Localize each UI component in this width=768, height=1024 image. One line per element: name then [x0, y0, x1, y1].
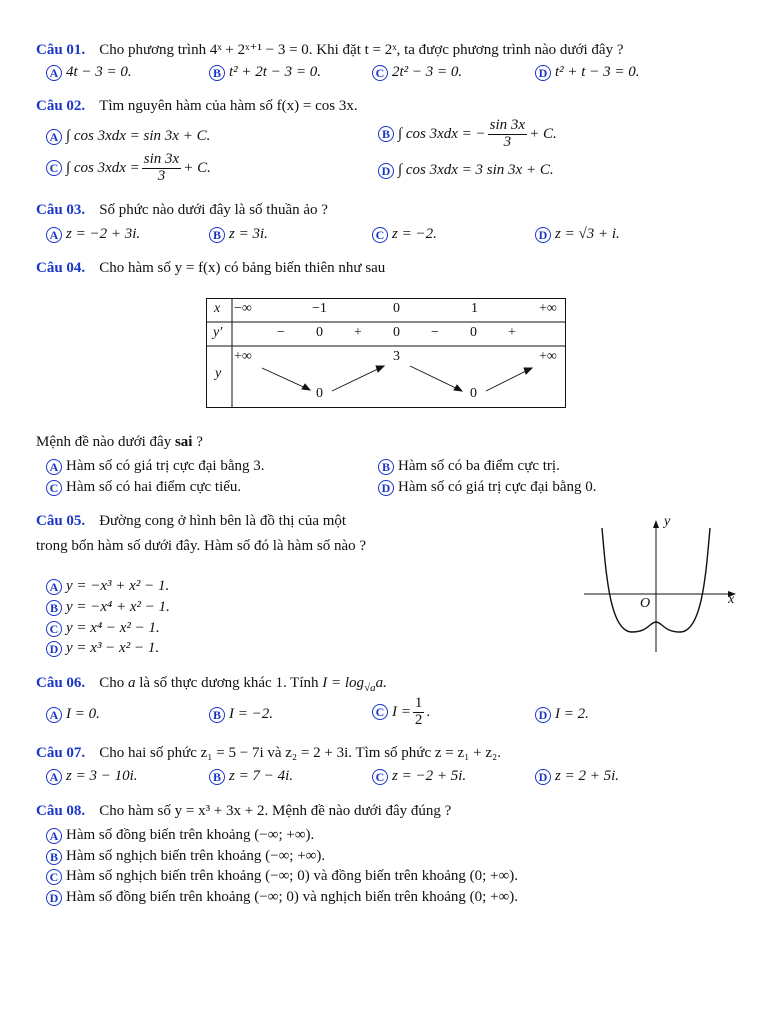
q6-option-b[interactable] — [209, 706, 273, 723]
choice-letter-d: D — [535, 769, 551, 785]
table-y-label: y — [215, 366, 222, 381]
question-text: Cho hàm số y = f(x) có bảng biến thiên như sau — [99, 260, 386, 276]
choice-letter-d: D — [46, 641, 62, 657]
option-text: ∫ cos 3xdx = — [66, 159, 140, 176]
table-yprime-sign: + — [508, 325, 516, 340]
choice-letter-b: B — [209, 65, 225, 81]
question-text: Cho hai số phức z₁ = 5 − 7i và z₂ = 2 + 3i. Tìm số phức z = z₁ + z₂. — [99, 745, 501, 761]
q1-option-a[interactable] — [46, 64, 132, 81]
table-yprime-label: y′ — [213, 325, 223, 340]
question-label: Câu 07. — [36, 745, 86, 761]
q3-option-c[interactable] — [372, 226, 437, 243]
table-x-value: 0 — [393, 301, 400, 316]
q3-option-b[interactable] — [209, 226, 268, 243]
option-text: . — [426, 703, 431, 720]
q3-option-d[interactable] — [535, 226, 620, 243]
option-text: y = −x³ + x² − 1. — [66, 578, 170, 594]
variation-table-grid — [206, 298, 566, 408]
choice-letter-d: D — [535, 707, 551, 723]
fraction-denominator: 3 — [157, 167, 166, 184]
q1-option-d[interactable] — [535, 64, 639, 81]
choice-letter-a: A — [46, 707, 62, 723]
q4-prompt — [36, 434, 203, 451]
question-text: Cho hàm số y = x³ + 3x + 2. Mệnh đề nào dưới đây đúng ? — [99, 803, 452, 819]
q4-option-d[interactable] — [378, 479, 597, 496]
prompt-text: Mệnh đề nào dưới đây — [36, 434, 172, 450]
choice-letter-b: B — [46, 600, 62, 616]
fraction-denominator: 3 — [503, 133, 512, 150]
question-label: Câu 01. — [36, 42, 86, 58]
q3-option-a[interactable] — [46, 226, 140, 243]
q5-option-a[interactable] — [46, 578, 169, 595]
question-formula: a. — [375, 675, 387, 691]
choice-letter-a: A — [46, 579, 62, 595]
option-text: z = −2 + 3i. — [66, 226, 141, 242]
choice-letter-d: D — [535, 227, 551, 243]
q2-option-a[interactable] — [46, 128, 210, 145]
question-text: Số phức nào dưới đây là số thuần ảo ? — [99, 202, 328, 218]
question-7 — [36, 745, 501, 762]
option-text: Hàm số nghịch biến trên khoảng (−∞; +∞). — [66, 848, 326, 864]
question-text: Cho phương trình 4ˣ + 2ˣ⁺¹ − 3 = 0. Khi đặt t = 2ˣ, ta được phương trình nào dưới đây ? — [99, 42, 624, 58]
choice-letter-d: D — [378, 480, 394, 496]
q7-option-d[interactable] — [535, 768, 619, 785]
table-x-label: x — [214, 301, 221, 316]
choice-letter-c: C — [372, 65, 388, 81]
prompt-emphasis: sai — [174, 434, 193, 450]
q7-option-a[interactable] — [46, 768, 138, 785]
choice-letter-b: B — [378, 459, 394, 475]
q2-option-c[interactable] — [46, 152, 211, 185]
question-6 — [36, 675, 387, 694]
q8-option-c[interactable] — [46, 868, 518, 885]
choice-letter-a: A — [46, 459, 62, 475]
choice-letter-c: C — [372, 227, 388, 243]
choice-letter-c: C — [46, 160, 62, 176]
option-text: I = 2. — [555, 706, 589, 722]
q8-option-a[interactable] — [46, 827, 314, 844]
q4-option-a[interactable] — [46, 458, 265, 475]
question-3 — [36, 202, 328, 219]
table-y-value: 0 — [470, 386, 477, 401]
question-label: Câu 04. — [36, 260, 86, 276]
graph-y-label: y — [664, 514, 671, 529]
option-text: y = x⁴ − x² − 1. — [66, 620, 160, 636]
option-text: Hàm số đồng biến trên khoảng (−∞; 0) và nghịch biến trên khoảng (0; +∞). — [66, 889, 518, 905]
option-text: z = −2. — [392, 226, 437, 242]
question-text: Tìm nguyên hàm của hàm số f(x) = cos 3x. — [99, 98, 358, 114]
graph-svg — [580, 514, 740, 654]
option-text: I = — [392, 703, 411, 720]
question-label: Câu 02. — [36, 98, 86, 114]
table-x-value: −∞ — [234, 301, 252, 316]
choice-letter-b: B — [209, 769, 225, 785]
choice-letter-d: D — [46, 890, 62, 906]
choice-letter-b: B — [46, 849, 62, 865]
fraction — [142, 152, 181, 185]
option-text: Hàm số có hai điểm cực tiểu. — [66, 479, 242, 495]
question-formula: I = log — [322, 675, 365, 691]
fraction-numerator: 1 — [414, 695, 423, 711]
function-graph — [580, 514, 740, 654]
fraction — [413, 696, 425, 729]
option-text: 4t − 3 = 0. — [66, 64, 132, 80]
option-text: Hàm số có giá trị cực đại bằng 3. — [66, 458, 265, 474]
prompt-text: ? — [196, 434, 203, 450]
q5-option-b[interactable] — [46, 599, 170, 616]
table-yprime-zero: 0 — [393, 325, 400, 340]
question-8 — [36, 803, 451, 820]
option-text: z = −2 + 5i. — [392, 768, 467, 784]
q5-option-d[interactable] — [46, 640, 159, 657]
choice-letter-a: A — [46, 227, 62, 243]
q4-option-b[interactable] — [378, 458, 560, 475]
q6-option-d[interactable] — [535, 706, 589, 723]
option-text: Hàm số nghịch biến trên khoảng (−∞; 0) và đồng biến trên khoảng (0; +∞). — [66, 868, 518, 884]
option-text: y = −x⁴ + x² − 1. — [66, 599, 170, 615]
choice-letter-c: C — [46, 869, 62, 885]
question-2 — [36, 98, 358, 115]
option-text: t² + t − 3 = 0. — [555, 64, 640, 80]
q7-option-c[interactable] — [372, 768, 466, 785]
question-variable: a — [127, 675, 136, 691]
fraction-numerator: sin 3x — [143, 151, 180, 167]
table-yprime-sign: − — [277, 325, 285, 340]
option-text: Hàm số đồng biến trên khoảng (−∞; +∞). — [66, 827, 315, 843]
option-text: t² + 2t − 3 = 0. — [229, 64, 321, 80]
question-label: Câu 06. — [36, 675, 86, 691]
option-text: ∫ cos 3xdx = 3 sin 3x + C. — [398, 162, 554, 178]
choice-letter-b: B — [209, 227, 225, 243]
q6-option-a[interactable] — [46, 706, 100, 723]
choice-letter-a: A — [46, 129, 62, 145]
choice-letter-c: C — [372, 704, 388, 720]
option-text: Hàm số có giá trị cực đại bằng 0. — [398, 479, 597, 495]
option-text: Hàm số có ba điểm cực trị. — [398, 458, 560, 474]
table-y-value: 3 — [393, 349, 400, 364]
question-label: Câu 03. — [36, 202, 86, 218]
option-text: z = √3 + i. — [555, 226, 620, 242]
variation-table — [206, 298, 566, 408]
table-yprime-zero: 0 — [470, 325, 477, 340]
q8-option-d[interactable] — [46, 889, 518, 906]
question-4 — [36, 260, 385, 277]
q1-option-b[interactable] — [209, 64, 321, 81]
question-1 — [36, 40, 623, 59]
question-text: Đường cong ở hình bên là đồ thị của một — [99, 513, 347, 529]
choice-letter-b: B — [209, 707, 225, 723]
table-yprime-sign: + — [354, 325, 362, 340]
question-text: trong bốn hàm số dưới đây. Hàm số đó là hàm số nào ? — [36, 538, 367, 554]
table-yprime-zero: 0 — [316, 325, 323, 340]
option-text: y = x³ − x² − 1. — [66, 640, 160, 656]
option-text: + C. — [183, 159, 211, 176]
table-x-value: +∞ — [539, 301, 557, 316]
choice-letter-a: A — [46, 65, 62, 81]
fraction — [488, 118, 527, 151]
q2-option-d[interactable] — [378, 162, 554, 179]
q8-option-b[interactable] — [46, 848, 325, 865]
option-text: ∫ cos 3xdx = − — [398, 125, 486, 142]
choice-letter-d: D — [378, 163, 394, 179]
table-x-value: 1 — [471, 301, 478, 316]
graph-x-label: x — [728, 592, 735, 607]
q5-option-c[interactable] — [46, 620, 160, 637]
q6-option-c[interactable] — [372, 696, 430, 729]
log-base: √a — [364, 682, 376, 694]
question-5-line2 — [36, 538, 366, 555]
q2-option-b[interactable] — [378, 118, 557, 151]
choice-letter-a: A — [46, 769, 62, 785]
choice-letter-c: C — [46, 621, 62, 637]
option-text: ∫ cos 3xdx = sin 3x + C. — [66, 128, 211, 144]
choice-letter-c: C — [372, 769, 388, 785]
question-label: Câu 05. — [36, 513, 86, 529]
question-label: Câu 08. — [36, 803, 86, 819]
choice-letter-a: A — [46, 828, 62, 844]
table-y-value: +∞ — [234, 349, 252, 364]
q7-option-b[interactable] — [209, 768, 293, 785]
graph-origin-label: O — [640, 596, 651, 611]
option-text: 2t² − 3 = 0. — [392, 64, 463, 80]
option-text: z = 7 − 4i. — [229, 768, 293, 784]
question-text: là số thực dương khác 1. Tính — [139, 675, 319, 691]
option-text: I = 0. — [66, 706, 100, 722]
option-text: z = 2 + 5i. — [555, 768, 619, 784]
fraction-numerator: sin 3x — [489, 117, 526, 133]
choice-letter-b: B — [378, 126, 394, 142]
choice-letter-c: C — [46, 480, 62, 496]
table-y-value: 0 — [316, 386, 323, 401]
option-text: + C. — [529, 125, 557, 142]
table-x-value: −1 — [312, 301, 327, 316]
question-text: Cho — [99, 675, 125, 691]
table-yprime-sign: − — [431, 325, 439, 340]
q4-option-c[interactable] — [46, 479, 241, 496]
option-text: I = −2. — [229, 706, 273, 722]
choice-letter-d: D — [535, 65, 551, 81]
table-y-value: +∞ — [539, 349, 557, 364]
option-text: z = 3i. — [229, 226, 268, 242]
question-5 — [36, 513, 346, 530]
fraction-denominator: 2 — [414, 711, 423, 728]
option-text: z = 3 − 10i. — [66, 768, 138, 784]
q1-option-c[interactable] — [372, 64, 462, 81]
